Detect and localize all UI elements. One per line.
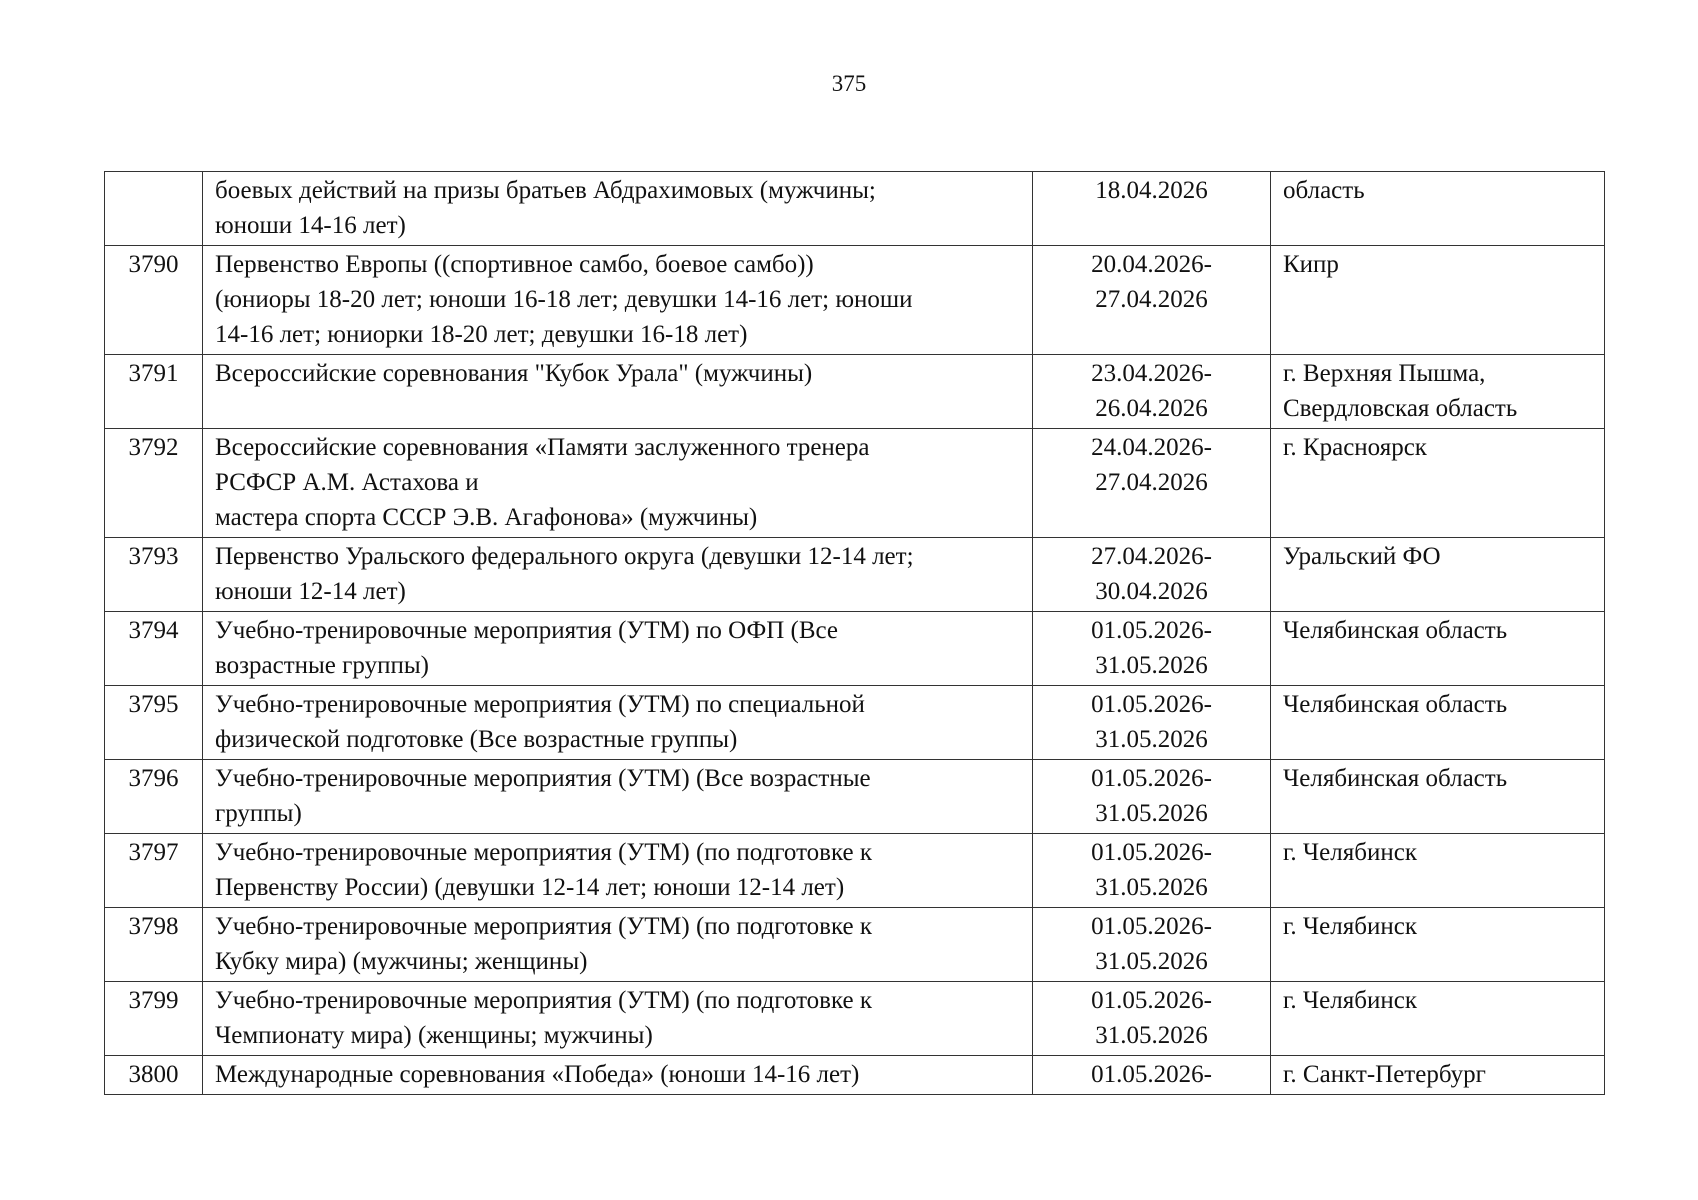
event-place-line: г. Санкт-Петербург [1283,1061,1486,1088]
event-name-cell [203,612,1033,686]
event-name-line: Всероссийские соревнования «Памяти заслуженного тренера [215,434,870,461]
event-place-line: г. Верхняя Пышма, [1283,360,1486,387]
event-dates-line: 01.05.2026- [1091,987,1212,1014]
table-row [105,172,1605,246]
event-name-cell [203,834,1033,908]
table-row [105,355,1605,429]
event-number-cell: 3795 [105,686,203,760]
event-name-line: 14-16 лет; юниорки 18-20 лет; девушки 16-18 лет) [215,321,748,348]
event-name-line: юноши 12-14 лет) [215,578,406,605]
event-dates-line: 01.05.2026- [1091,617,1212,644]
event-dates-line: 26.04.2026 [1095,395,1208,422]
event-name-cell [203,172,1033,246]
event-dates-cell [1033,429,1271,538]
event-dates-line: 01.05.2026- [1091,1061,1212,1088]
table-row [105,246,1605,355]
event-name-line: Международные соревнования «Победа» (юноши 14-16 лет) [215,1061,860,1088]
events-table [104,171,1605,1095]
event-name-line: группы) [215,800,302,827]
event-dates-line: 31.05.2026 [1095,1022,1208,1049]
event-name-line: (юниоры 18-20 лет; юноши 16-18 лет; девушки 14-16 лет; юноши [215,286,913,313]
event-dates-cell [1033,686,1271,760]
event-name-cell [203,355,1033,429]
event-place-cell [1271,982,1605,1056]
event-dates-line: 31.05.2026 [1095,800,1208,827]
event-dates-cell [1033,172,1271,246]
event-name-line: Чемпионату мира) (женщины; мужчины) [215,1022,653,1049]
event-dates-cell [1033,1056,1271,1095]
event-name-line: Кубку мира) (мужчины; женщины) [215,948,588,975]
event-dates-cell [1033,834,1271,908]
event-place-line: г. Красноярск [1283,434,1427,461]
event-place-cell [1271,686,1605,760]
event-name-line: РСФСР А.М. Астахова и [215,469,479,496]
event-name-line: мастера спорта СССР Э.В. Агафонова» (мужчины) [215,504,758,531]
event-name-line: Первенство Уральского федерального округа (девушки 12-14 лет; [215,543,914,570]
event-dates-line: 30.04.2026 [1095,578,1208,605]
event-dates-line: 27.04.2026- [1091,543,1212,570]
event-name-cell [203,538,1033,612]
event-dates-line: 31.05.2026 [1095,726,1208,753]
event-number-cell: 3796 [105,760,203,834]
table-row [105,760,1605,834]
event-number-cell: 3798 [105,908,203,982]
event-name-cell [203,246,1033,355]
event-number-cell: 3791 [105,355,203,429]
event-dates-line: 31.05.2026 [1095,652,1208,679]
event-place-line: Уральский ФО [1283,543,1441,570]
event-name-cell [203,686,1033,760]
event-place-cell [1271,538,1605,612]
event-name-line: физической подготовке (Все возрастные группы) [215,726,738,753]
table-row [105,612,1605,686]
event-dates-cell [1033,982,1271,1056]
event-dates-cell [1033,908,1271,982]
event-place-cell [1271,1056,1605,1095]
event-number-cell [105,172,203,246]
event-number-cell: 3799 [105,982,203,1056]
events-table-body [105,172,1605,1095]
event-dates-line: 01.05.2026- [1091,691,1212,718]
event-place-line: г. Челябинск [1283,839,1417,866]
event-dates-cell [1033,355,1271,429]
event-dates-line: 31.05.2026 [1095,874,1208,901]
event-dates-line: 20.04.2026- [1091,251,1212,278]
event-dates-line: 31.05.2026 [1095,948,1208,975]
event-dates-line: 01.05.2026- [1091,765,1212,792]
event-dates-cell [1033,760,1271,834]
table-row [105,538,1605,612]
event-dates-line: 24.04.2026- [1091,434,1212,461]
event-dates-line: 27.04.2026 [1095,469,1208,496]
event-name-line: возрастные группы) [215,652,429,679]
table-row [105,1056,1605,1095]
event-name-line: Учебно-тренировочные мероприятия (УТМ) (по подготовке к [215,987,873,1014]
event-name-cell [203,429,1033,538]
table-row [105,429,1605,538]
event-dates-cell [1033,246,1271,355]
event-name-line: Первенству России) (девушки 12-14 лет; юноши 12-14 лет) [215,874,845,901]
table-row [105,982,1605,1056]
event-name-line: Всероссийские соревнования "Кубок Урала" (мужчины) [215,360,813,387]
event-dates-line: 01.05.2026- [1091,913,1212,940]
event-name-cell [203,760,1033,834]
event-place-cell [1271,246,1605,355]
event-place-cell [1271,760,1605,834]
event-name-line: юноши 14-16 лет) [215,212,406,239]
event-number-cell: 3790 [105,246,203,355]
event-name-cell [203,982,1033,1056]
event-number-cell: 3797 [105,834,203,908]
event-dates-cell [1033,612,1271,686]
event-number-cell: 3794 [105,612,203,686]
event-place-line: Челябинская область [1283,765,1508,792]
event-dates-line: 27.04.2026 [1095,286,1208,313]
event-dates-line: 01.05.2026- [1091,839,1212,866]
event-number-cell: 3800 [105,1056,203,1095]
event-place-line: Кипр [1283,251,1339,278]
event-place-line: г. Челябинск [1283,987,1417,1014]
event-name-line: Учебно-тренировочные мероприятия (УТМ) (по подготовке к [215,839,873,866]
table-row [105,834,1605,908]
table-row [105,908,1605,982]
event-name-line: Учебно-тренировочные мероприятия (УТМ) (Все возрастные [215,765,871,792]
event-name-line: Учебно-тренировочные мероприятия (УТМ) по специальной [215,691,865,718]
event-number-cell: 3793 [105,538,203,612]
event-place-line: область [1283,177,1365,204]
event-place-line: Челябинская область [1283,691,1508,718]
event-place-line: г. Челябинск [1283,913,1417,940]
event-place-line: Челябинская область [1283,617,1508,644]
event-name-line: боевых действий на призы братьев Абдрахимовых (мужчины; [215,177,876,204]
event-dates-cell [1033,538,1271,612]
event-place-line: Свердловская область [1283,395,1518,422]
event-name-line: Учебно-тренировочные мероприятия (УТМ) по ОФП (Все [215,617,838,644]
event-place-cell [1271,429,1605,538]
event-place-cell [1271,834,1605,908]
event-place-cell [1271,612,1605,686]
event-name-cell [203,908,1033,982]
event-place-cell [1271,908,1605,982]
event-place-cell [1271,172,1605,246]
event-name-line: Учебно-тренировочные мероприятия (УТМ) (по подготовке к [215,913,873,940]
table-row [105,686,1605,760]
event-place-cell [1271,355,1605,429]
page-number: 375 [831,71,867,96]
event-number-cell: 3792 [105,429,203,538]
event-name-line: Первенство Европы ((спортивное самбо, боевое самбо)) [215,251,814,278]
event-dates-line: 18.04.2026 [1095,177,1208,204]
event-dates-line: 23.04.2026- [1091,360,1212,387]
event-name-cell [203,1056,1033,1095]
